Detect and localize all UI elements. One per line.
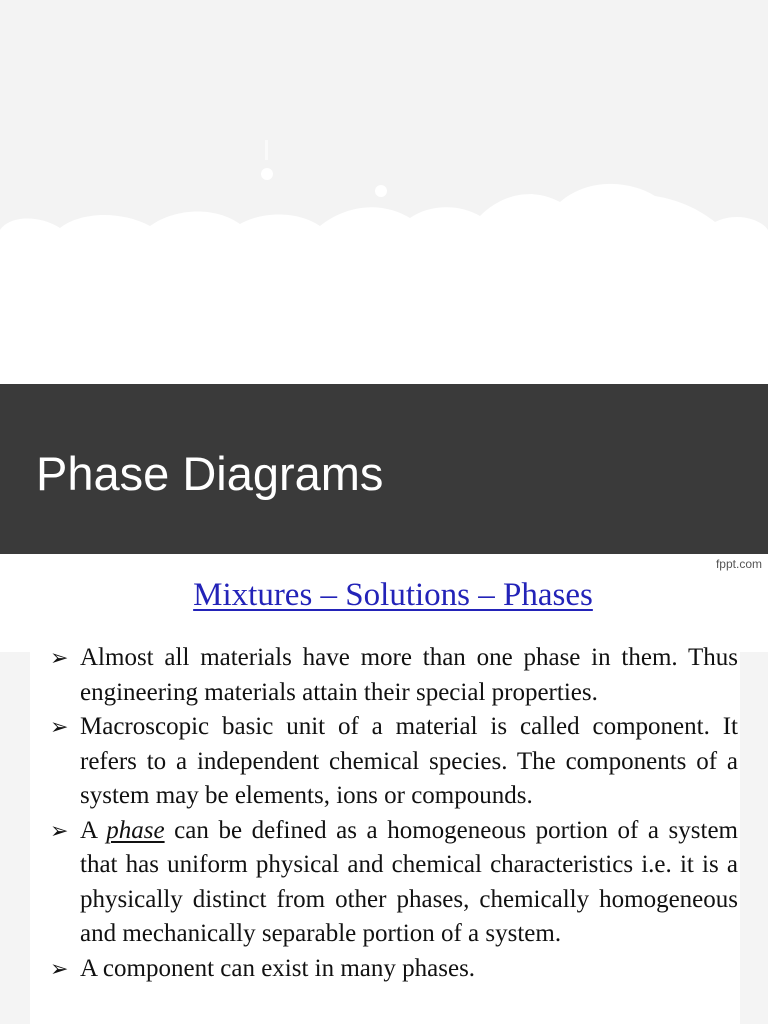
- page-title: Phase Diagrams: [36, 447, 384, 500]
- bullet-text-pre: A: [80, 816, 107, 844]
- slide-edge-right: [740, 652, 768, 1024]
- arrow-bullet-icon: ➢: [50, 714, 69, 739]
- cloud-header: [0, 0, 768, 384]
- list-item: [50, 952, 738, 987]
- phase-term: phase: [106, 816, 165, 844]
- arrow-bullet-icon: ➢: [50, 817, 69, 843]
- watermark: fppt.com: [715, 557, 762, 571]
- bullet-text: Almost all materials have more than one phase in them. Thus engineering materials attain their special properties.: [80, 644, 738, 706]
- slide-edge-left: [0, 652, 30, 1024]
- bullet-text: Macroscopic basic unit of a material is called component. It refers to a independent chemical species. The components of a system may be elements, ions or compounds.: [80, 713, 738, 809]
- arrow-bullet-icon: ➢: [50, 955, 69, 981]
- cloud-decoration-icon: [0, 0, 768, 384]
- list-item: [50, 710, 738, 814]
- arrow-bullet-icon: ➢: [50, 645, 69, 670]
- bullet-text: A component can exist in many phases.: [80, 954, 476, 982]
- bullet-list: [50, 641, 738, 986]
- bullet-text-post: can be defined as a homogeneous portion of a system that has uniform physical and chemical characteristics i.e. it is a physically distinct from other phases, chemically homogeneous and mechanically separable portion of a system.: [80, 816, 738, 947]
- list-item: [50, 814, 738, 952]
- document-title: Mixtures – Solutions – Phases: [193, 577, 593, 613]
- list-item: [50, 641, 738, 710]
